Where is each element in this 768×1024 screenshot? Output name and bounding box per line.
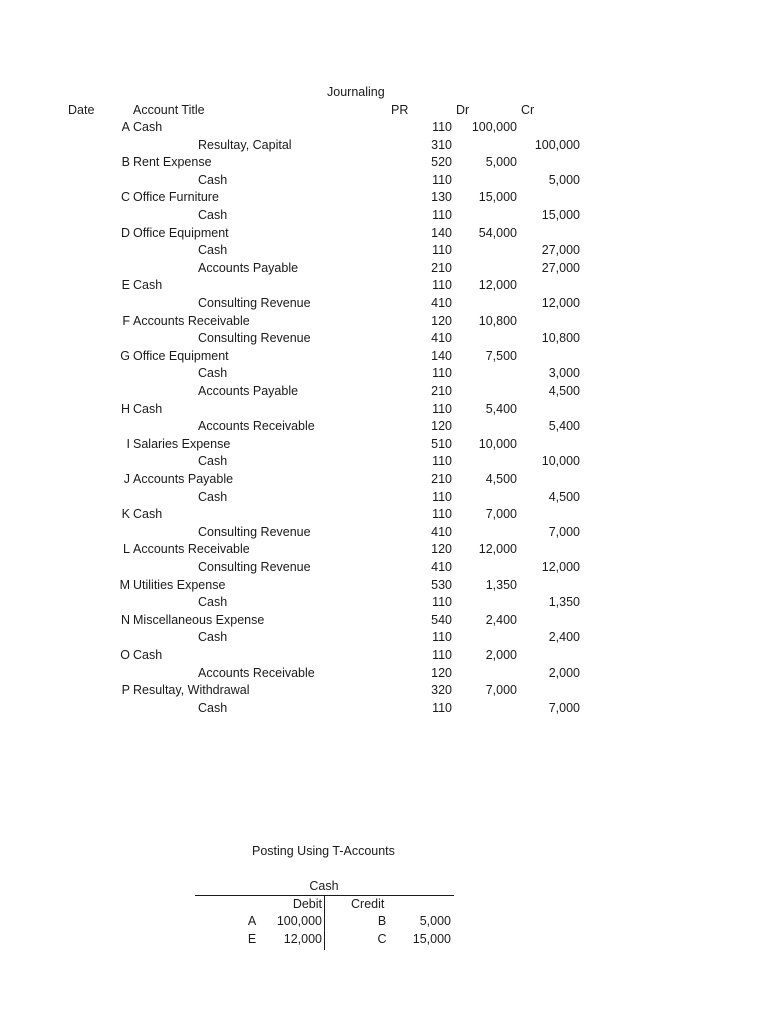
journal-row [0,207,768,225]
header-cr: Cr [521,103,535,117]
journal-row [0,154,768,172]
entry-letter: N [120,612,130,627]
entry-letter: C [120,190,130,205]
account-title: Resultay, Withdrawal [133,683,250,698]
credit-amount: 10,800 [541,331,580,346]
post-ref: 110 [432,401,452,416]
credit-amount: 100,000 [534,137,580,152]
post-ref: 210 [431,472,452,486]
credit-amount: 4,500 [548,489,580,504]
account-title: Resultay, Capital [198,137,292,152]
journal-row [0,506,768,524]
journal-row [0,225,768,243]
journal-row [0,524,768,542]
account-title: Office Furniture [133,190,219,205]
t-account-row [0,913,768,931]
credit-letter: B [377,914,387,928]
debit-amount: 54,000 [478,225,517,240]
post-ref: 520 [431,155,452,170]
post-ref: 410 [431,560,452,574]
credit-amount: 5,400 [548,419,580,434]
journal-row [0,577,768,595]
entry-letter: M [119,577,130,592]
journal-row [0,189,768,207]
header-date: Date [68,103,95,117]
account-title: Cash [133,507,163,522]
debit-amount: 1,350 [485,577,517,592]
credit-amount: 15,000 [541,208,580,222]
account-title: Cash [198,454,228,469]
t-account-row [0,931,768,949]
post-ref: 120 [431,542,452,557]
post-ref: 110 [432,243,452,258]
credit-amount: 7,000 [548,524,580,539]
journal-row [0,277,768,295]
credit-amount: 27,000 [541,243,580,258]
debit-amount: 12,000 [478,542,517,557]
journal-title: Journaling [327,85,385,99]
journal-row [0,629,768,647]
post-ref: 110 [432,208,452,222]
credit-amount: 5,000 [419,914,451,928]
credit-amount: 7,000 [548,700,580,715]
account-title: Consulting Revenue [198,331,311,346]
account-title: Cash [198,700,228,715]
header-pr: PR [391,103,409,117]
account-title: Office Equipment [133,348,229,363]
post-ref: 110 [432,700,452,715]
credit-amount: 15,000 [412,932,451,946]
journal-row [0,418,768,436]
debit-amount: 5,000 [485,155,517,170]
post-ref: 110 [432,507,452,522]
entry-letter: K [121,507,130,522]
post-ref: 310 [431,137,452,152]
journal-row [0,647,768,665]
credit-amount: 5,000 [548,172,580,187]
account-title: Accounts Receivable [133,542,250,557]
credit-amount: 2,000 [548,665,580,680]
post-ref: 110 [432,278,452,293]
account-title: Cash [133,401,163,416]
journal-row [0,489,768,507]
account-title: Cash [198,630,228,645]
credit-amount: 1,350 [548,595,580,610]
post-ref: 540 [431,612,452,627]
post-ref: 140 [431,225,452,240]
debit-amount: 7,000 [485,507,517,522]
account-title: Consulting Revenue [198,296,311,310]
journal-row [0,665,768,683]
debit-amount: 2,400 [485,612,517,627]
debit-amount: 4,500 [485,472,517,486]
journal-row [0,119,768,137]
debit-amount: 10,000 [478,436,517,451]
journal-row [0,682,768,700]
journal-row [0,436,768,454]
post-ref: 510 [431,436,452,451]
post-ref: 210 [431,260,452,275]
account-title: Salaries Expense [133,436,231,451]
debit-amount: 7,000 [485,683,517,698]
account-title: Accounts Receivable [198,665,315,680]
debit-letter: A [247,914,257,928]
account-title: Accounts Payable [198,384,299,398]
post-ref: 110 [432,366,452,381]
journal-row [0,471,768,489]
debit-amount: 12,000 [478,278,517,293]
journal-row [0,313,768,331]
post-ref: 530 [431,577,452,592]
debit-letter: E [247,932,257,946]
debit-label: Debit [292,897,322,911]
journal-row [0,700,768,718]
entry-letter: P [121,683,130,698]
credit-label: Credit [351,897,385,911]
debit-amount: 10,800 [478,313,517,328]
post-ref: 110 [432,120,452,134]
entry-letter: O [120,648,130,662]
account-title: Cash [133,120,163,134]
post-ref: 110 [432,648,452,662]
post-ref: 320 [431,683,452,698]
credit-letter: C [377,932,387,946]
debit-amount: 2,000 [485,648,517,662]
account-title: Cash [133,278,163,293]
journal-row [0,172,768,190]
post-ref: 110 [432,454,452,469]
entry-letter: I [126,436,130,451]
credit-amount: 12,000 [541,296,580,310]
post-ref: 120 [431,665,452,680]
entry-letter: G [120,348,130,363]
t-account-name: Cash [309,879,339,893]
debit-amount: 7,500 [485,348,517,363]
journal-row [0,559,768,577]
debit-amount: 100,000 [471,120,517,134]
account-title: Cash [198,489,228,504]
entry-letter: J [123,472,130,486]
post-ref: 110 [432,595,452,610]
journal-row [0,594,768,612]
debit-amount: 100,000 [276,914,322,928]
journal-row [0,383,768,401]
journal-row [0,330,768,348]
credit-amount: 27,000 [541,260,580,275]
account-title: Miscellaneous Expense [133,612,265,627]
credit-amount: 12,000 [541,560,580,574]
account-title: Consulting Revenue [198,560,311,574]
account-title: Utilities Expense [133,577,226,592]
debit-amount: 5,400 [485,401,517,416]
account-title: Accounts Receivable [198,419,315,434]
entry-letter: F [122,313,130,328]
entry-letter: H [120,401,130,416]
credit-amount: 4,500 [548,384,580,398]
header-dr: Dr [456,103,470,117]
debit-amount: 12,000 [283,932,322,946]
posting-title: Posting Using T-Accounts [252,844,395,858]
credit-amount: 3,000 [548,366,580,381]
entry-letter: D [120,225,130,240]
post-ref: 120 [431,419,452,434]
journal-row [0,242,768,260]
account-title: Cash [198,366,228,381]
account-title: Office Equipment [133,225,229,240]
post-ref: 210 [431,384,452,398]
entry-letter: L [123,542,130,557]
credit-amount: 2,400 [548,630,580,645]
post-ref: 410 [431,524,452,539]
journal-row [0,348,768,366]
journal-row [0,365,768,383]
account-title: Cash [198,595,228,610]
post-ref: 410 [431,331,452,346]
account-title: Accounts Receivable [133,313,250,328]
post-ref: 110 [432,172,452,187]
account-title: Accounts Payable [133,472,234,486]
journal-row [0,541,768,559]
account-title: Cash [133,648,163,662]
journal-row [0,260,768,278]
account-title: Cash [198,208,228,222]
account-title: Consulting Revenue [198,524,311,539]
journal-row [0,612,768,630]
journal-row [0,453,768,471]
post-ref: 120 [431,313,452,328]
entry-letter: B [121,155,130,170]
entry-letter: A [121,120,130,134]
post-ref: 110 [432,630,452,645]
account-title: Cash [198,172,228,187]
post-ref: 140 [431,348,452,363]
header-account-title: Account Title [133,103,205,117]
entry-letter: E [121,278,130,293]
account-title: Accounts Payable [198,260,299,275]
journal-row [0,137,768,155]
debit-amount: 15,000 [478,190,517,205]
post-ref: 130 [431,190,452,205]
journal-row [0,295,768,313]
account-title: Rent Expense [133,155,212,170]
journal-row [0,401,768,419]
post-ref: 410 [431,296,452,310]
credit-amount: 10,000 [541,454,580,469]
post-ref: 110 [432,489,452,504]
account-title: Cash [198,243,228,258]
